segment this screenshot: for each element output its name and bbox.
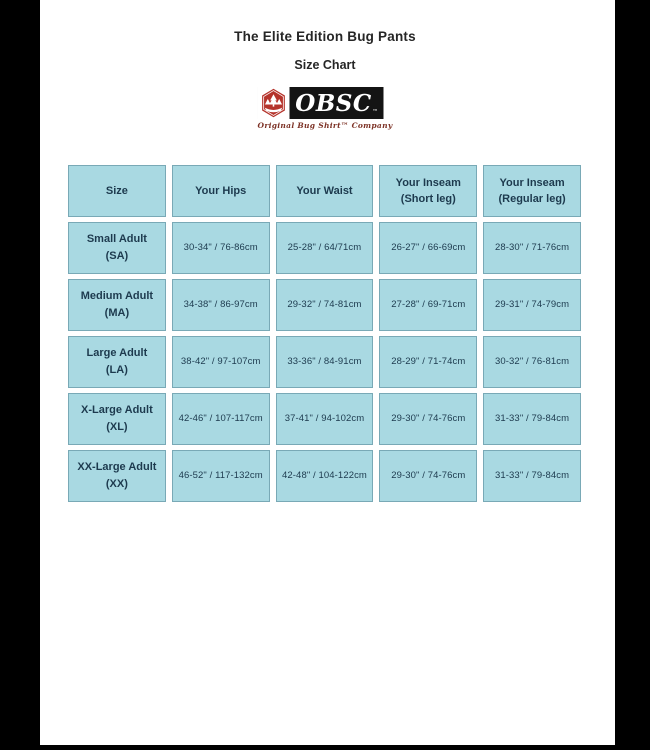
header-cell-inseam-regular: Your Inseam (Regular leg) [483,165,581,217]
pine-trees-hexagon-icon [257,87,289,119]
header-cell-inseam-short: Your Inseam (Short leg) [379,165,477,217]
logo-wordmark [289,87,383,119]
hips-cell-ma: 34-38" / 86-97cm [172,279,270,331]
size-table [68,165,581,502]
size-cell-la: Large Adult (LA) [68,336,166,388]
hips-cell-xl: 42-46" / 107-117cm [172,393,270,445]
inseam-short-cell-xx: 29-30" / 74-76cm [379,450,477,502]
size-cell-xl: X-Large Adult (XL) [68,393,166,445]
size-cell-sa: Small Adult (SA) [68,222,166,274]
size-cell-ma: Medium Adult (MA) [68,279,166,331]
inseam-regular-cell-xx: 31-33" / 79-84cm [483,450,581,502]
logo-acronym: OBSC [295,89,372,117]
size-cell-xx: XX-Large Adult (XX) [68,450,166,502]
waist-cell-xl: 37-41" / 94-102cm [276,393,374,445]
inseam-short-cell-ma: 27-28" / 69-71cm [379,279,477,331]
left-letterbox-bar [0,0,40,750]
waist-cell-sa: 25-28" / 64/71cm [276,222,374,274]
header-cell-size: Size [68,165,166,217]
logo-bar [257,87,383,119]
page-title: The Elite Edition Bug Pants [234,29,416,44]
bottom-letterbox-bar [0,745,650,750]
hips-cell-xx: 46-52" / 117-132cm [172,450,270,502]
waist-cell-ma: 29-32" / 74-81cm [276,279,374,331]
inseam-regular-cell-la: 30-32" / 76-81cm [483,336,581,388]
inseam-regular-cell-xl: 31-33" / 79-84cm [483,393,581,445]
logo-trademark: ™ [372,109,378,115]
header-cell-hips: Your Hips [172,165,270,217]
header-cell-waist: Your Waist [276,165,374,217]
waist-cell-la: 33-36" / 84-91cm [276,336,374,388]
hips-cell-la: 38-42" / 97-107cm [172,336,270,388]
inseam-short-cell-xl: 29-30" / 74-76cm [379,393,477,445]
inseam-regular-cell-sa: 28-30" / 71-76cm [483,222,581,274]
inseam-short-cell-la: 28-29" / 71-74cm [379,336,477,388]
hips-cell-sa: 30-34" / 76-86cm [172,222,270,274]
inseam-regular-cell-ma: 29-31" / 74-79cm [483,279,581,331]
inseam-short-cell-sa: 26-27" / 66-69cm [379,222,477,274]
right-letterbox-bar [615,0,650,750]
waist-cell-xx: 42-48" / 104-122cm [276,450,374,502]
logo-tagline: Original Bug Shirt™ Company [257,121,393,130]
page-subtitle: Size Chart [294,58,356,72]
brand-logo [257,87,392,130]
